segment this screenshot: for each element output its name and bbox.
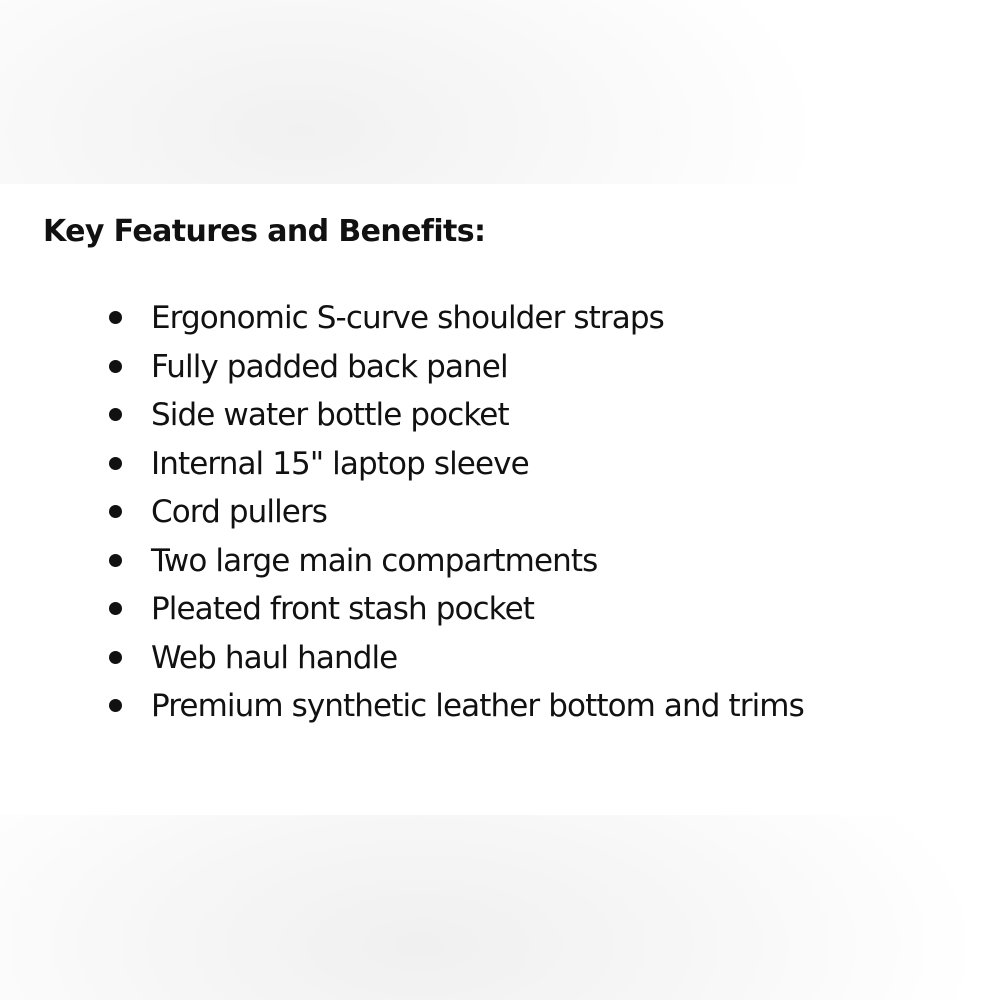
- top-background-band: [0, 0, 1000, 184]
- bullet-icon: [109, 602, 122, 615]
- feature-label: Internal 15" laptop sleeve: [151, 445, 529, 482]
- bottom-background-band: [0, 815, 1000, 1000]
- bullet-icon: [109, 651, 122, 664]
- feature-label: Side water bottle pocket: [151, 397, 509, 433]
- feature-label: Two large main compartments: [151, 542, 598, 579]
- features-heading: Key Features and Benefits:: [43, 214, 486, 249]
- bullet-icon: [109, 457, 122, 470]
- bullet-icon: [109, 505, 122, 518]
- feature-label: Cord pullers: [151, 494, 328, 530]
- feature-label: Fully padded back panel: [151, 348, 508, 385]
- feature-label: Premium synthetic leather bottom and trims: [151, 688, 804, 724]
- bullet-icon: [109, 699, 122, 712]
- bullet-icon: [109, 360, 122, 373]
- bullet-icon: [109, 408, 122, 421]
- feature-label: Pleated front stash pocket: [151, 591, 535, 627]
- bullet-icon: [109, 311, 122, 324]
- feature-label: Web haul handle: [151, 639, 398, 676]
- bullet-icon: [109, 554, 122, 567]
- feature-label: Ergonomic S-curve shoulder straps: [151, 300, 664, 336]
- features-panel: [0, 184, 1000, 815]
